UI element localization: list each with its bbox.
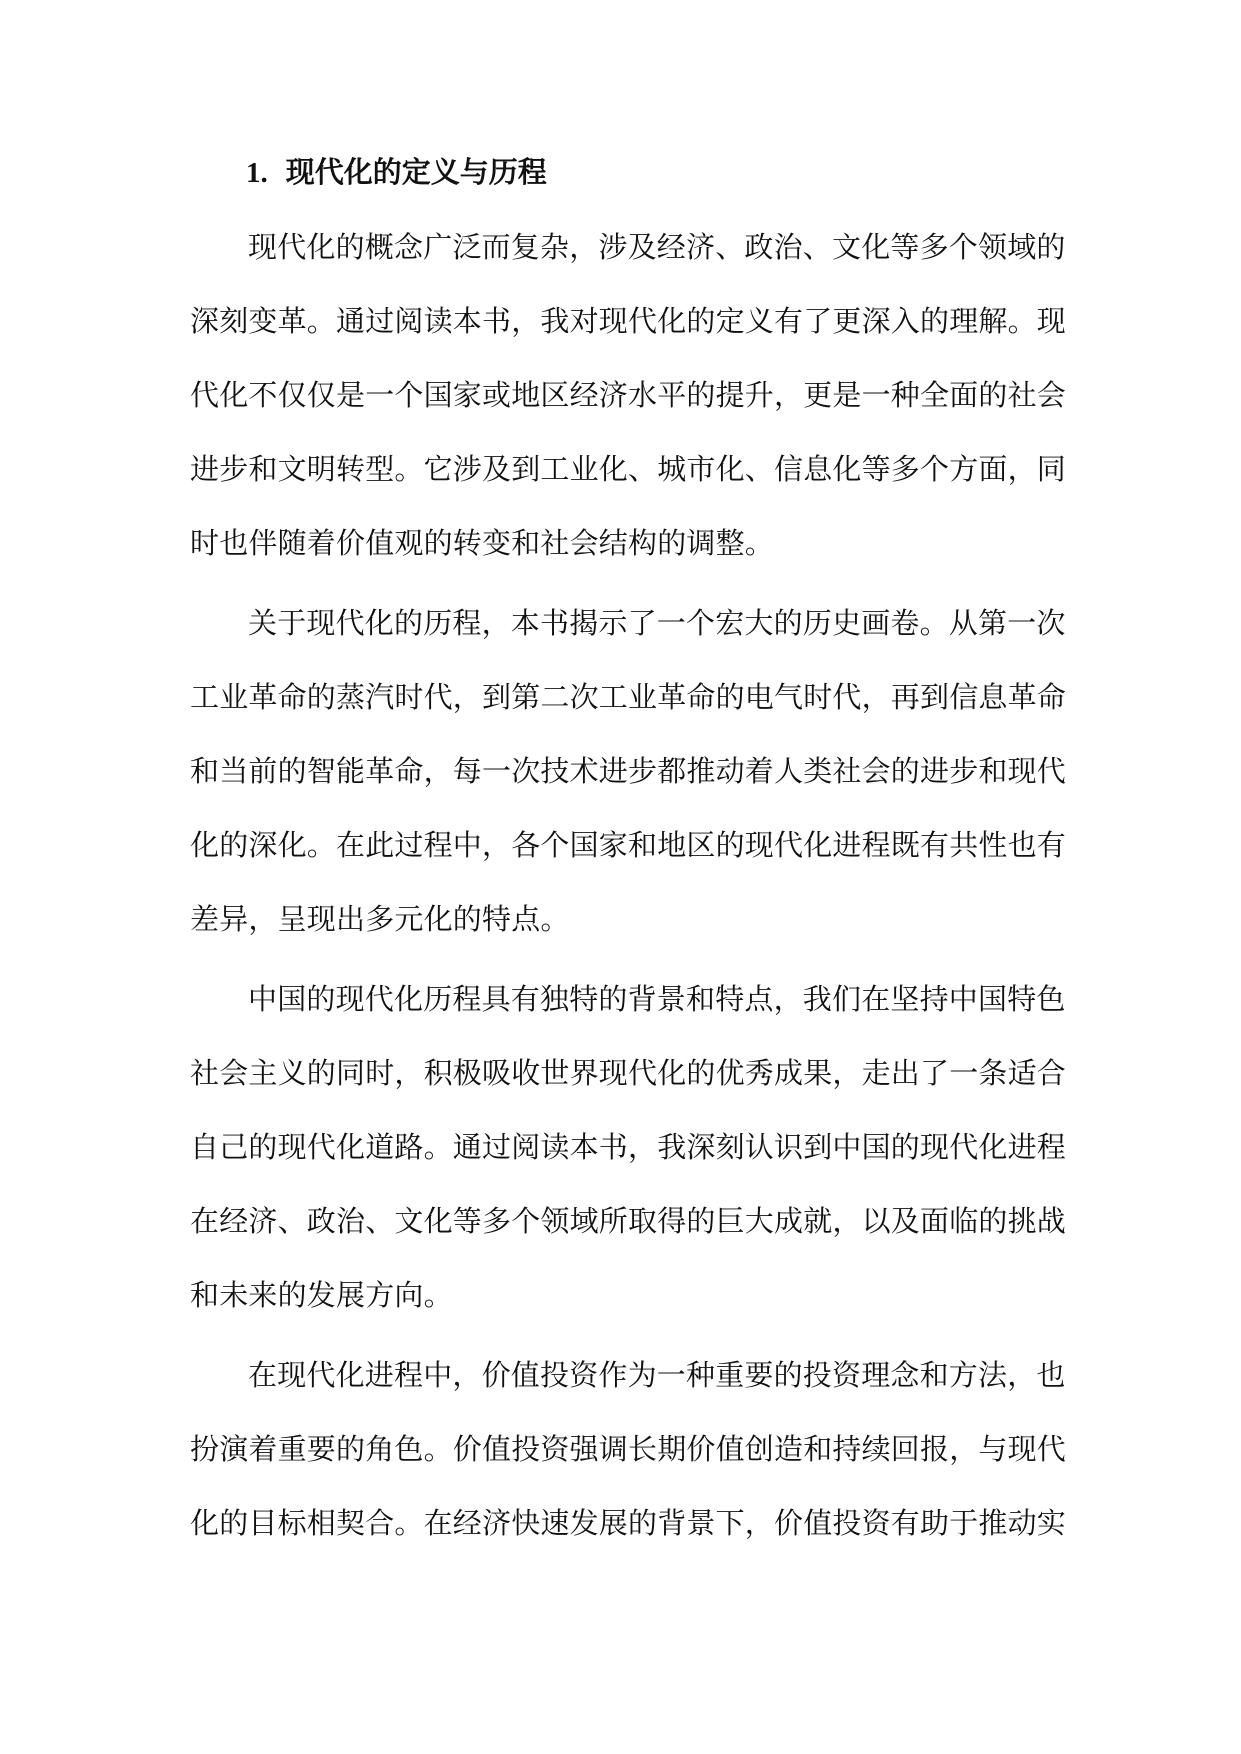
section-number: 1. (246, 157, 268, 189)
paragraph-line: 和未来的发展方向。 (190, 1278, 453, 1312)
paragraph-line: 在经济、政治、文化等多个领域所取得的巨大成就，以及面临的挑战 (190, 1204, 1067, 1238)
paragraph-line: 差异，呈现出多元化的特点。 (190, 902, 570, 936)
paragraph-line: 时也伴随着价值观的转变和社会结构的调整。 (190, 526, 775, 560)
section-title: 现代化的定义与历程 (285, 155, 547, 189)
paragraph-2 (190, 586, 1067, 956)
paragraph-line: 自己的现代化道路。通过阅读本书，我深刻认识到中国的现代化进程 (190, 1130, 1067, 1164)
paragraph-line: 和当前的智能革命，每一次技术进步都推动着人类社会的进步和现代 (190, 754, 1067, 788)
paragraph-line: 化的深化。在此过程中，各个国家和地区的现代化进程既有共性也有 (190, 828, 1067, 862)
paragraph-line: 扮演着重要的角色。价值投资强调长期价值创造和持续回报，与现代 (190, 1432, 1067, 1466)
paragraph-line: 深刻变革。通过阅读本书，我对现代化的定义有了更深入的理解。现 (190, 304, 1067, 338)
paragraph-3 (190, 962, 1067, 1332)
paragraph-4 (190, 1338, 1067, 1560)
paragraph-line: 进步和文明转型。它涉及到工业化、城市化、信息化等多个方面，同 (190, 452, 1067, 486)
paragraph-line: 现代化的概念广泛而复杂，涉及经济、政治、文化等多个领域的 (248, 230, 1066, 264)
section-heading (190, 148, 1056, 196)
paragraph-line: 代化不仅仅是一个国家或地区经济水平的提升，更是一种全面的社会 (190, 378, 1067, 412)
paragraph-1 (190, 210, 1067, 580)
paragraph-line: 中国的现代化历程具有独特的背景和特点，我们在坚持中国特色 (248, 982, 1066, 1016)
paragraph-line: 关于现代化的历程，本书揭示了一个宏大的历史画卷。从第一次 (248, 606, 1066, 640)
paragraph-line: 在现代化进程中，价值投资作为一种重要的投资理念和方法，也 (248, 1358, 1066, 1392)
paragraph-line: 化的目标相契合。在经济快速发展的背景下，价值投资有助于推动实 (190, 1506, 1067, 1540)
paragraph-line: 工业革命的蒸汽时代，到第二次工业革命的电气时代，再到信息革命 (190, 680, 1067, 714)
paragraph-line: 社会主义的同时，积极吸收世界现代化的优秀成果，走出了一条适合 (190, 1056, 1067, 1090)
document-body (190, 148, 1067, 1566)
